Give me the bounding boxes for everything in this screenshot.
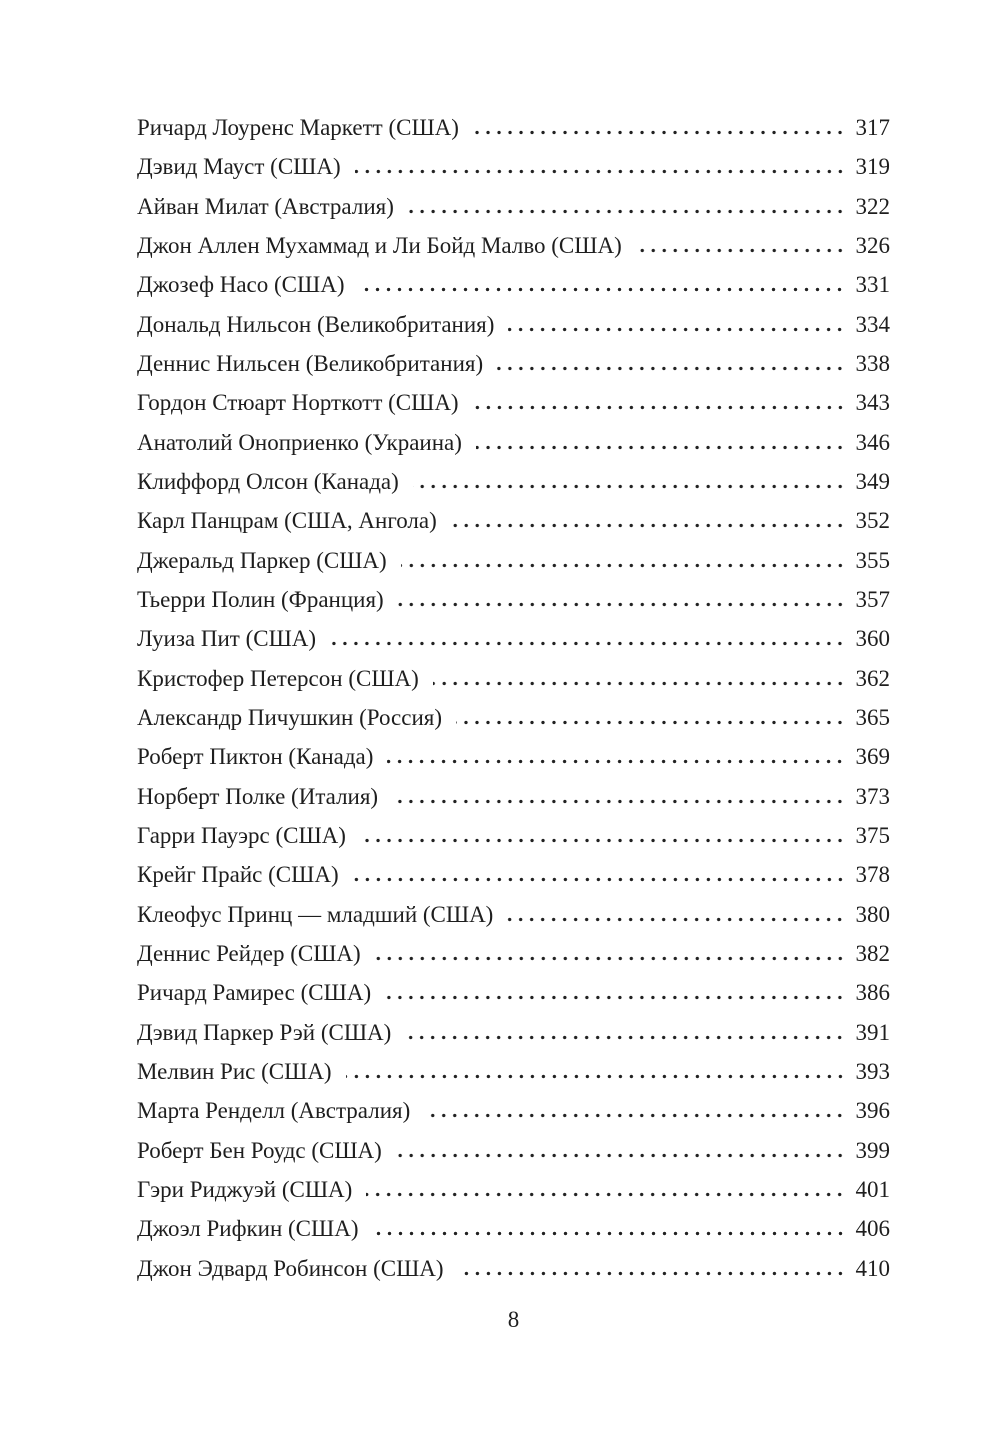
table-of-contents xyxy=(137,108,890,1288)
toc-entry-title: Ричард Рамирес (США) xyxy=(137,980,372,1006)
toc-entry[interactable] xyxy=(137,737,890,776)
toc-entry-page: 322 xyxy=(855,193,890,219)
toc-entry-page: 410 xyxy=(855,1255,890,1281)
dot-leader xyxy=(385,995,845,1000)
footer-page-number: 8 xyxy=(507,1307,520,1332)
dot-leader xyxy=(330,641,845,646)
toc-entry-title: Роберт Бен Роудс (США) xyxy=(137,1137,382,1163)
dot-leader xyxy=(476,445,846,450)
toc-entry-page: 373 xyxy=(855,783,890,809)
toc-entry[interactable] xyxy=(137,501,890,540)
dot-leader xyxy=(473,130,846,135)
dot-leader xyxy=(433,681,846,686)
toc-entry-page: 331 xyxy=(855,272,890,298)
toc-entry[interactable] xyxy=(137,423,890,462)
toc-entry[interactable] xyxy=(137,659,890,698)
toc-entry[interactable] xyxy=(137,1052,890,1091)
dot-leader xyxy=(375,956,846,961)
toc-entry-title: Луиза Пит (США) xyxy=(137,626,317,652)
dot-leader xyxy=(398,602,846,607)
dot-leader xyxy=(366,1192,845,1197)
toc-entry-title: Клеофус Принц — младший (США) xyxy=(137,901,494,927)
dot-leader xyxy=(387,759,845,764)
toc-entry-title: Дэвид Паркер Рэй (США) xyxy=(137,1019,392,1045)
dot-leader xyxy=(473,405,846,410)
toc-entry[interactable] xyxy=(137,698,890,737)
dot-leader xyxy=(396,1153,846,1158)
toc-entry[interactable] xyxy=(137,541,890,580)
toc-entry-title: Дональд Нильсон (Великобритания) xyxy=(137,311,495,337)
toc-entry-title: Дэвид Мауст (США) xyxy=(137,154,341,180)
toc-entry-page: 369 xyxy=(855,744,890,770)
toc-entry-title: Норберт Полке (Италия) xyxy=(137,783,379,809)
toc-entry-page: 317 xyxy=(855,115,890,140)
toc-entry[interactable] xyxy=(137,1013,890,1052)
toc-entry[interactable] xyxy=(137,777,890,816)
toc-entry-title: Анатолий Оноприенко (Украина) xyxy=(137,429,462,455)
dot-leader xyxy=(451,523,846,528)
toc-entry-title: Кристофер Петерсон (США) xyxy=(137,665,419,691)
toc-entry-title: Крейг Прайс (США) xyxy=(137,862,339,888)
toc-entry-page: 349 xyxy=(855,468,890,494)
toc-entry-page: 380 xyxy=(855,901,890,927)
dot-leader xyxy=(508,327,845,332)
toc-entry[interactable] xyxy=(137,147,890,186)
toc-entry[interactable] xyxy=(137,344,890,383)
toc-entry-page: 326 xyxy=(855,232,890,258)
toc-entry[interactable] xyxy=(137,855,890,894)
toc-entry-title: Джозеф Насо (США) xyxy=(137,272,345,298)
toc-entry-title: Тьерри Полин (Франция) xyxy=(137,586,384,612)
toc-entry-title: Деннис Рейдер (США) xyxy=(137,940,361,966)
dot-leader xyxy=(355,169,846,174)
toc-entry[interactable] xyxy=(137,934,890,973)
toc-entry-page: 334 xyxy=(855,311,890,337)
toc-entry[interactable] xyxy=(137,462,890,501)
toc-entry[interactable] xyxy=(137,580,890,619)
dot-leader xyxy=(360,838,846,843)
toc-entry-page: 343 xyxy=(855,390,890,416)
toc-entry-title: Джоэл Рифкин (США) xyxy=(137,1216,359,1242)
toc-entry[interactable] xyxy=(137,226,890,265)
dot-leader xyxy=(413,484,846,489)
toc-entry-title: Карл Панцрам (США, Ангола) xyxy=(137,508,437,534)
dot-leader xyxy=(458,1271,846,1276)
toc-entry[interactable] xyxy=(137,973,890,1012)
toc-entry-page: 346 xyxy=(855,429,890,455)
dot-leader xyxy=(392,799,845,804)
toc-entry-page: 401 xyxy=(855,1176,890,1202)
toc-entry-title: Марта Ренделл (Австралия) xyxy=(137,1098,411,1124)
toc-entry-title: Джеральд Паркер (США) xyxy=(137,547,387,573)
toc-entry-title: Роберт Пиктон (Канада) xyxy=(137,744,374,770)
dot-leader xyxy=(401,563,846,568)
toc-entry-page: 360 xyxy=(855,626,890,652)
toc-entry[interactable] xyxy=(137,265,890,304)
dot-leader xyxy=(408,209,846,214)
toc-entry[interactable] xyxy=(137,619,890,658)
toc-entry-title: Гордон Стюарт Норткотт (США) xyxy=(137,390,459,416)
toc-entry-title: Гэри Риджуэй (США) xyxy=(137,1176,353,1202)
toc-entry-title: Ричард Лоуренс Маркетт (США) xyxy=(137,115,459,140)
toc-entry-page: 386 xyxy=(855,980,890,1006)
dot-leader xyxy=(497,366,845,371)
dot-leader xyxy=(636,248,846,253)
toc-entry-title: Джон Аллен Мухаммад и Ли Бойд Малво (США) xyxy=(137,232,622,258)
toc-entry-page: 355 xyxy=(855,547,890,573)
toc-entry-page: 393 xyxy=(855,1058,890,1084)
dot-leader xyxy=(405,1035,845,1040)
toc-entry-page: 357 xyxy=(855,586,890,612)
toc-entry-title: Гарри Пауэрс (США) xyxy=(137,822,346,848)
toc-entry[interactable] xyxy=(137,816,890,855)
toc-entry[interactable] xyxy=(137,305,890,344)
toc-entry-page: 362 xyxy=(855,665,890,691)
toc-entry-title: Клиффорд Олсон (Канада) xyxy=(137,468,399,494)
toc-entry-page: 396 xyxy=(855,1098,890,1124)
toc-entry-page: 352 xyxy=(855,508,890,534)
toc-entry[interactable] xyxy=(137,383,890,422)
toc-entry[interactable] xyxy=(137,895,890,934)
toc-entry-title: Айван Милат (Австралия) xyxy=(137,193,394,219)
dot-leader xyxy=(424,1113,845,1118)
dot-leader xyxy=(358,287,845,292)
dot-leader xyxy=(507,917,845,922)
toc-entry-title: Деннис Нильсен (Великобритания) xyxy=(137,350,484,376)
toc-entry-page: 319 xyxy=(855,154,890,180)
toc-entry-title: Мелвин Рис (США) xyxy=(137,1058,332,1084)
toc-entry-page: 365 xyxy=(855,704,890,730)
toc-entry-page: 338 xyxy=(855,350,890,376)
toc-entry-page: 375 xyxy=(855,822,890,848)
toc-entry-page: 378 xyxy=(855,862,890,888)
toc-entry[interactable] xyxy=(137,1209,890,1248)
toc-entry[interactable] xyxy=(137,1170,890,1209)
toc-entry-title: Александр Пичушкин (Россия) xyxy=(137,704,443,730)
dot-leader xyxy=(456,720,845,725)
dot-leader xyxy=(353,877,846,882)
toc-entry[interactable] xyxy=(137,108,890,147)
toc-entry[interactable] xyxy=(137,187,890,226)
toc-entry-title: Джон Эдвард Робинсон (США) xyxy=(137,1255,444,1281)
toc-entry[interactable] xyxy=(137,1091,890,1130)
toc-entry-page: 391 xyxy=(855,1019,890,1045)
dot-leader xyxy=(346,1074,846,1079)
toc-entry-page: 406 xyxy=(855,1216,890,1242)
toc-entry-page: 382 xyxy=(855,940,890,966)
toc-entry-page: 399 xyxy=(855,1137,890,1163)
dot-leader xyxy=(373,1231,846,1236)
toc-entry[interactable] xyxy=(137,1131,890,1170)
toc-entry[interactable] xyxy=(137,1249,890,1288)
